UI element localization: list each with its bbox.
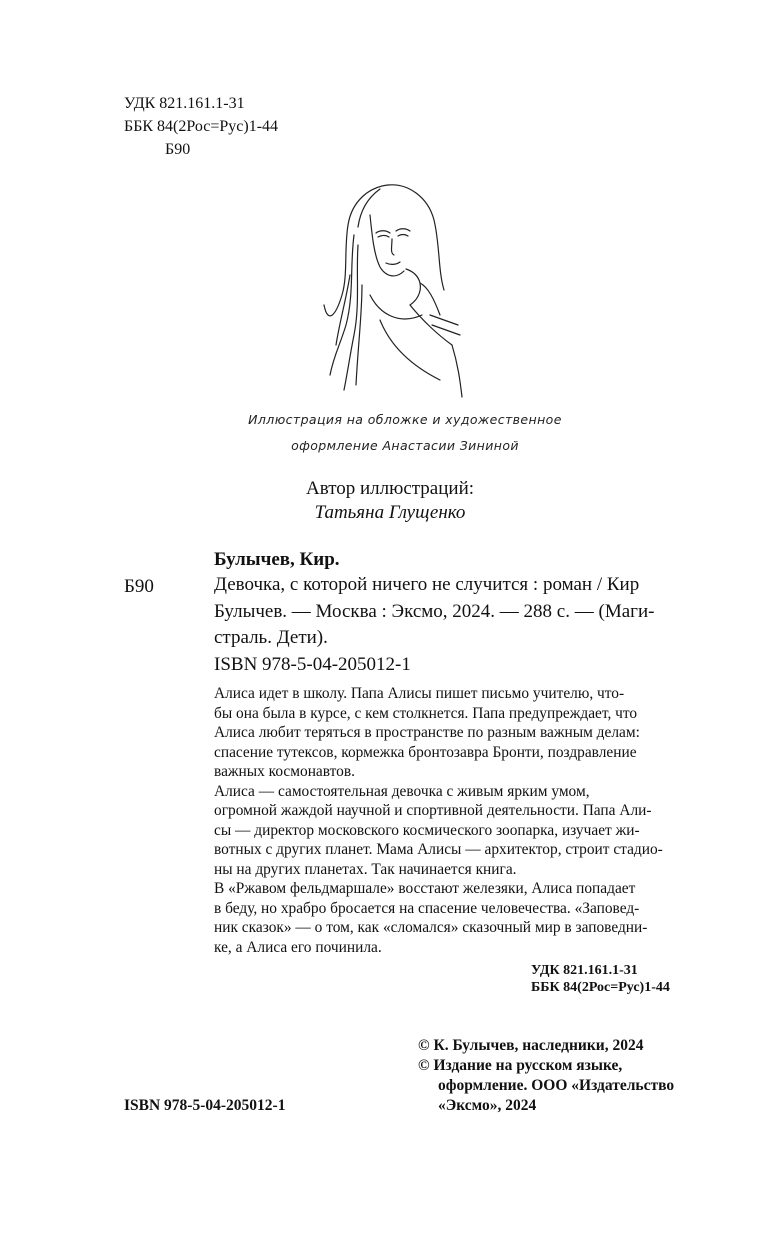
copyright-block <box>418 1036 698 1116</box>
illustrator-name: Татьяна Глущенко <box>314 502 466 523</box>
annotation-line: сы — директор московского космического зоопарка, изучает жи- <box>214 821 640 839</box>
bib-author-code: Б90 <box>124 576 154 597</box>
isbn-bottom: ISBN 978-5-04-205012-1 <box>124 1097 286 1114</box>
cover-design-caption <box>225 407 585 459</box>
udk-code-bottom: УДК 821.161.1-31 <box>531 963 638 978</box>
illustrator-label: Автор иллюстраций: <box>305 478 475 499</box>
bbk-code-bottom: ББК 84(2Рос=Рус)1-44 <box>531 980 670 995</box>
annotation-line: Алиса — самостоятельная девочка с живым ярким умом, <box>214 782 590 800</box>
author-mark: Б90 <box>165 141 191 158</box>
annotation-line: ке, а Алиса его починила. <box>214 938 382 956</box>
annotation-line: бы она была в курсе, с кем столкнется. Папа предупреждает, что <box>214 704 638 722</box>
annotation-line: Алиса любит теряться в пространстве по разным важным делам: <box>214 724 640 741</box>
annotation-line: огромной жаждой научной и спортивной деятельности. Папа Али- <box>214 802 652 819</box>
annotation-line: ны на других планетах. Так начинается книга. <box>214 860 517 878</box>
copyright-line: оформление. ООО «Издательство <box>438 1077 675 1094</box>
annotation-line: В «Ржавом фельдмаршале» восстают железяки, Алиса попадает <box>214 880 636 897</box>
bib-title-line-1: Девочка, с которой ничего не случится : роман / Кир <box>214 574 640 595</box>
cover-caption-line-1: Иллюстрация на обложке и художественное <box>248 412 562 427</box>
annotation-line: вотных с других планет. Мама Алисы — архитектор, строит стадио- <box>214 841 663 858</box>
copyright-line: © К. Булычев, наследники, 2024 <box>418 1037 644 1054</box>
annotation-line: ник сказок» — о том, как «сломался» сказочный мир в заповедни- <box>214 919 648 936</box>
isbn: ISBN 978-5-04-205012-1 <box>214 654 411 675</box>
annotation <box>214 684 686 957</box>
copyright-line: «Эксмо», 2024 <box>438 1097 537 1114</box>
bib-title-line-2: Булычев. — Москва : Эксмо, 2024. — 288 с. — (Маги- <box>214 600 655 622</box>
udk-block <box>124 92 278 161</box>
annotation-line: важных космонавтов. <box>214 763 355 780</box>
bbk-code: ББК 84(2Рос=Рус)1-44 <box>124 118 279 135</box>
bib-title-line-3: страль. Дети). <box>214 627 328 648</box>
annotation-line: Алиса идет в школу. Папа Алисы пишет письмо учителю, что- <box>214 685 625 702</box>
bib-title-description <box>214 572 686 652</box>
annotation-line: в беду, но храбро бросается на спасение человечества. «Заповед- <box>214 899 640 917</box>
bib-author: Булычев, Кир. <box>214 549 340 570</box>
girl-portrait-illustration <box>310 175 470 400</box>
copyright-line: © Издание на русском языке, <box>418 1057 623 1074</box>
cover-caption-line-2: оформление Анастасии Зининой <box>291 438 519 453</box>
udk-code: УДК 821.161.1-31 <box>124 95 245 112</box>
classification-block <box>531 962 670 996</box>
annotation-line: спасение тутексов, кормежка бронтозавра Бронти, поздравление <box>214 743 637 761</box>
